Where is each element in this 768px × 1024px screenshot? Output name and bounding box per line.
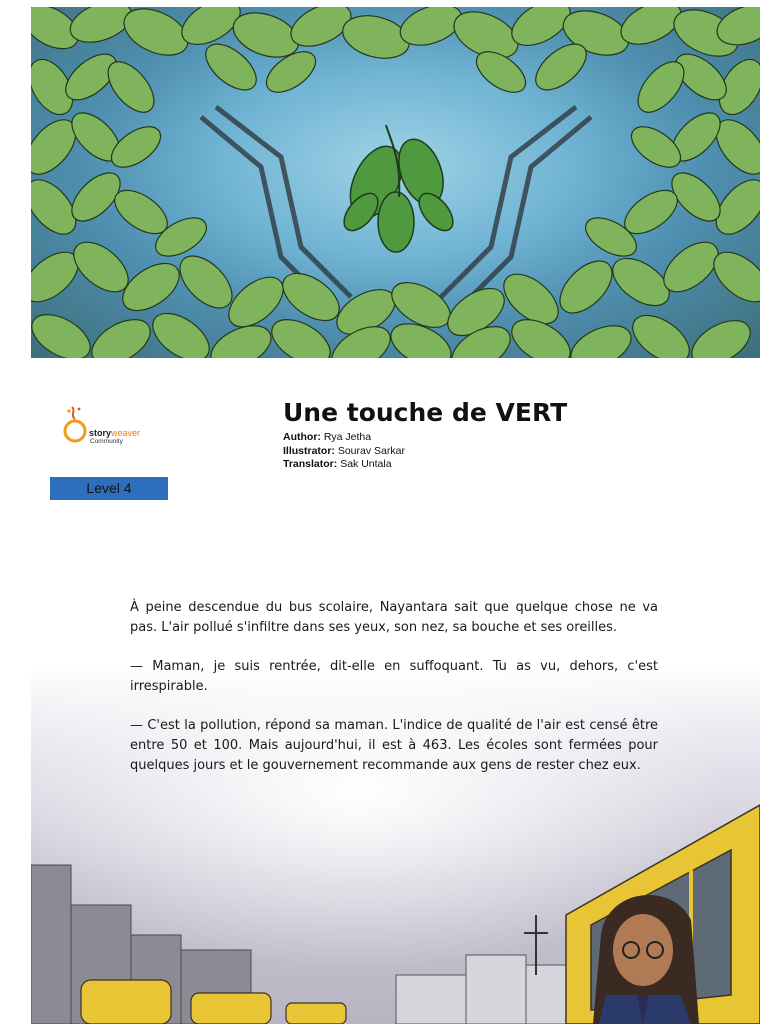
story-paragraph-1: À peine descendue du bus scolaire, Nayantara sait que quelque chose ne va pas. L'air pollué s'infiltre dans ses yeux, son nez, sa bouche et ses oreilles. [130, 600, 658, 635]
logo-subtitle: Community [90, 438, 123, 445]
author-name: Rya Jetha [323, 431, 372, 443]
storyweaver-logo [62, 403, 162, 453]
story-paragraph-3: — C'est la pollution, répond sa maman. L'indice de qualité de l'air est censé être entre 50 et 100. Mais aujourd'hui, il est à 463. Les écoles sont fermées pour quelques jours et le gouvernement recommande aux gens de rester chez eux. [130, 718, 658, 773]
illustrator-name: Sourav Sarkar [337, 444, 405, 457]
author-line: Author: Rya Jetha [283, 431, 372, 443]
storyweaver-logo-icon [62, 403, 88, 445]
leaves-frame-illustration [31, 7, 760, 358]
translator-line: Translator: Sak Untala [283, 458, 392, 470]
book-title: Une touche de VERT [283, 398, 568, 427]
illustrator-line: Illustrator: Sourav Sarkar [283, 444, 405, 457]
girl-character-icon [593, 895, 699, 1024]
translator-name: Sak Untala [340, 458, 392, 470]
story-paragraph-2: — Maman, je suis rentrée, dit-elle en suffoquant. Tu as vu, dehors, c'est irrespirable. [130, 659, 658, 694]
book-credits [283, 431, 405, 472]
logo-wordmark: storyweaver [89, 428, 141, 438]
story-text [130, 598, 658, 795]
cover-illustration [31, 7, 760, 358]
level-badge: Level 4 [50, 477, 168, 500]
